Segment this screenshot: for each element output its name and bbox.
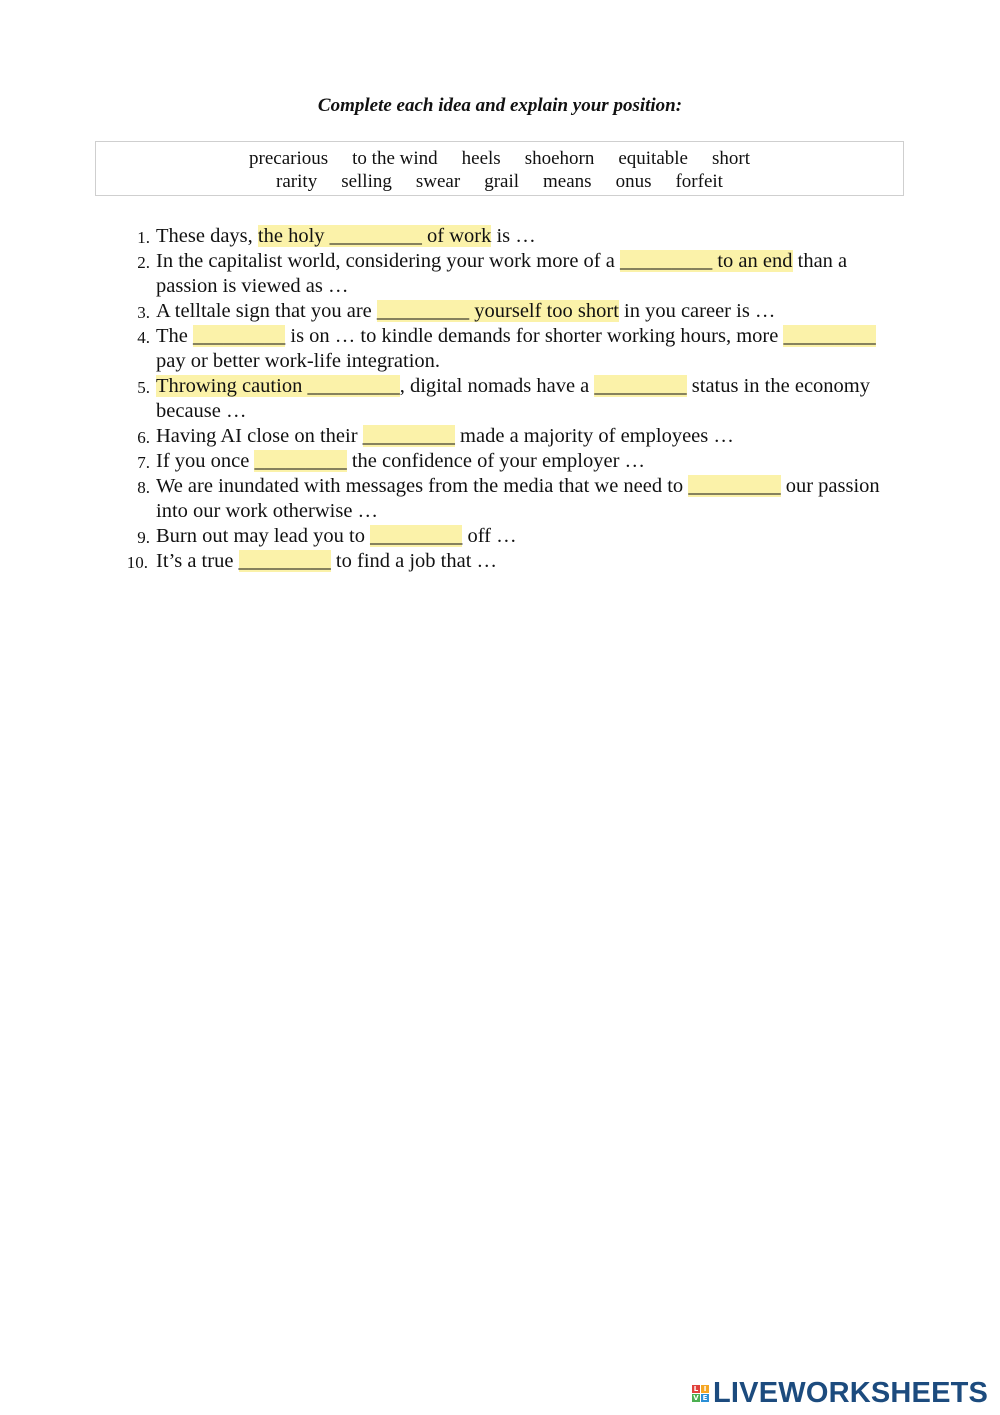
exercise-item — [120, 474, 910, 524]
item-text: is on … to kindle demands for shorter working hours, more — [285, 325, 784, 347]
item-text: off … — [462, 525, 517, 547]
word-bank-word: precarious — [249, 148, 329, 169]
worksheet-title: Complete each idea and explain your position: — [317, 95, 683, 116]
highlighted-phrase: _________ — [783, 325, 876, 347]
highlighted-phrase: the holy _________ of work — [257, 225, 492, 247]
word-bank — [95, 141, 904, 196]
highlighted-phrase: _________ — [238, 550, 331, 572]
highlighted-phrase: _________ — [370, 525, 463, 547]
item-number: 6. — [137, 428, 150, 447]
item-number: 9. — [137, 528, 150, 547]
exercise-item — [120, 424, 910, 449]
liveworksheets-logo — [692, 1378, 988, 1408]
item-text: These days, — [156, 225, 258, 247]
word-bank-word: short — [711, 148, 750, 169]
word-bank-word: shoehorn — [524, 148, 595, 169]
highlighted-phrase: _________ — [688, 475, 781, 497]
logo-text: LIVEWORKSHEETS — [713, 1376, 989, 1409]
item-text: than a passion is viewed as … — [156, 250, 848, 297]
item-text: We are inundated with messages from the media that we need to — [156, 475, 689, 497]
exercise-list — [120, 224, 910, 574]
word-bank-word: rarity — [276, 171, 318, 192]
item-number: 5. — [137, 378, 150, 397]
word-bank-row-1 — [96, 148, 903, 170]
item-text: In the capitalist world, considering your work more of a — [156, 250, 620, 272]
word-bank-word: forfeit — [675, 171, 723, 192]
word-bank-row-2 — [96, 171, 903, 193]
exercise-item — [120, 299, 910, 324]
item-text: the confidence of your employer … — [346, 450, 646, 472]
exercise-item — [120, 449, 910, 474]
word-bank-word: means — [543, 171, 592, 192]
item-text: to find a job that … — [330, 550, 498, 572]
word-bank-word: grail — [484, 171, 520, 192]
exercise-item — [120, 374, 910, 424]
word-bank-word: to the wind — [352, 148, 438, 169]
item-text: status in the economy because … — [156, 375, 870, 422]
logo-mark-square: E — [702, 1393, 708, 1402]
exercise-item — [120, 324, 910, 374]
highlighted-phrase: _________ — [594, 375, 687, 397]
highlighted-phrase: _________ — [362, 425, 455, 447]
item-number: 2. — [137, 253, 150, 272]
exercise-item — [120, 524, 910, 549]
item-text: The — [156, 325, 193, 347]
word-bank-word: equitable — [618, 148, 688, 169]
logo-mark-square: I — [701, 1385, 709, 1393]
item-text: A telltale sign that you are — [156, 300, 377, 322]
liveworksheets-logo-icon — [692, 1385, 709, 1402]
exercise-item — [120, 549, 910, 574]
highlighted-phrase: _________ — [254, 450, 347, 472]
exercise-item — [120, 249, 910, 299]
item-number: 4. — [137, 328, 150, 347]
logo-mark-square: L — [693, 1384, 699, 1393]
logo-mark-square: V — [693, 1393, 699, 1402]
item-number: 8. — [137, 478, 150, 497]
highlighted-phrase: _________ to an end — [619, 250, 793, 272]
item-text: , digital nomads have a — [399, 375, 595, 397]
highlighted-phrase: Throwing caution _________ — [156, 375, 400, 397]
item-text: Having AI close on their — [156, 425, 363, 447]
item-text: pay or better work-life integration. — [156, 350, 441, 372]
item-text: is … — [491, 225, 536, 247]
word-bank-word: heels — [461, 148, 501, 169]
exercise-item — [120, 224, 910, 249]
item-text: If you once — [156, 450, 255, 472]
word-bank-word: selling — [341, 171, 392, 192]
item-text: made a majority of employees … — [454, 425, 734, 447]
item-number: 7. — [137, 453, 150, 472]
item-number: 10. — [126, 553, 148, 572]
item-number: 3. — [137, 303, 150, 322]
item-text: Burn out may lead you to — [156, 525, 371, 547]
word-bank-word: onus — [615, 171, 652, 192]
item-text: It’s a true — [156, 550, 239, 572]
item-text: in you career is … — [618, 300, 776, 322]
highlighted-phrase: _________ yourself too short — [376, 300, 619, 322]
item-text: our passion into our work otherwise … — [156, 475, 880, 522]
item-number: 1. — [137, 228, 150, 247]
word-bank-word: swear — [415, 171, 461, 192]
highlighted-phrase: _________ — [193, 325, 286, 347]
